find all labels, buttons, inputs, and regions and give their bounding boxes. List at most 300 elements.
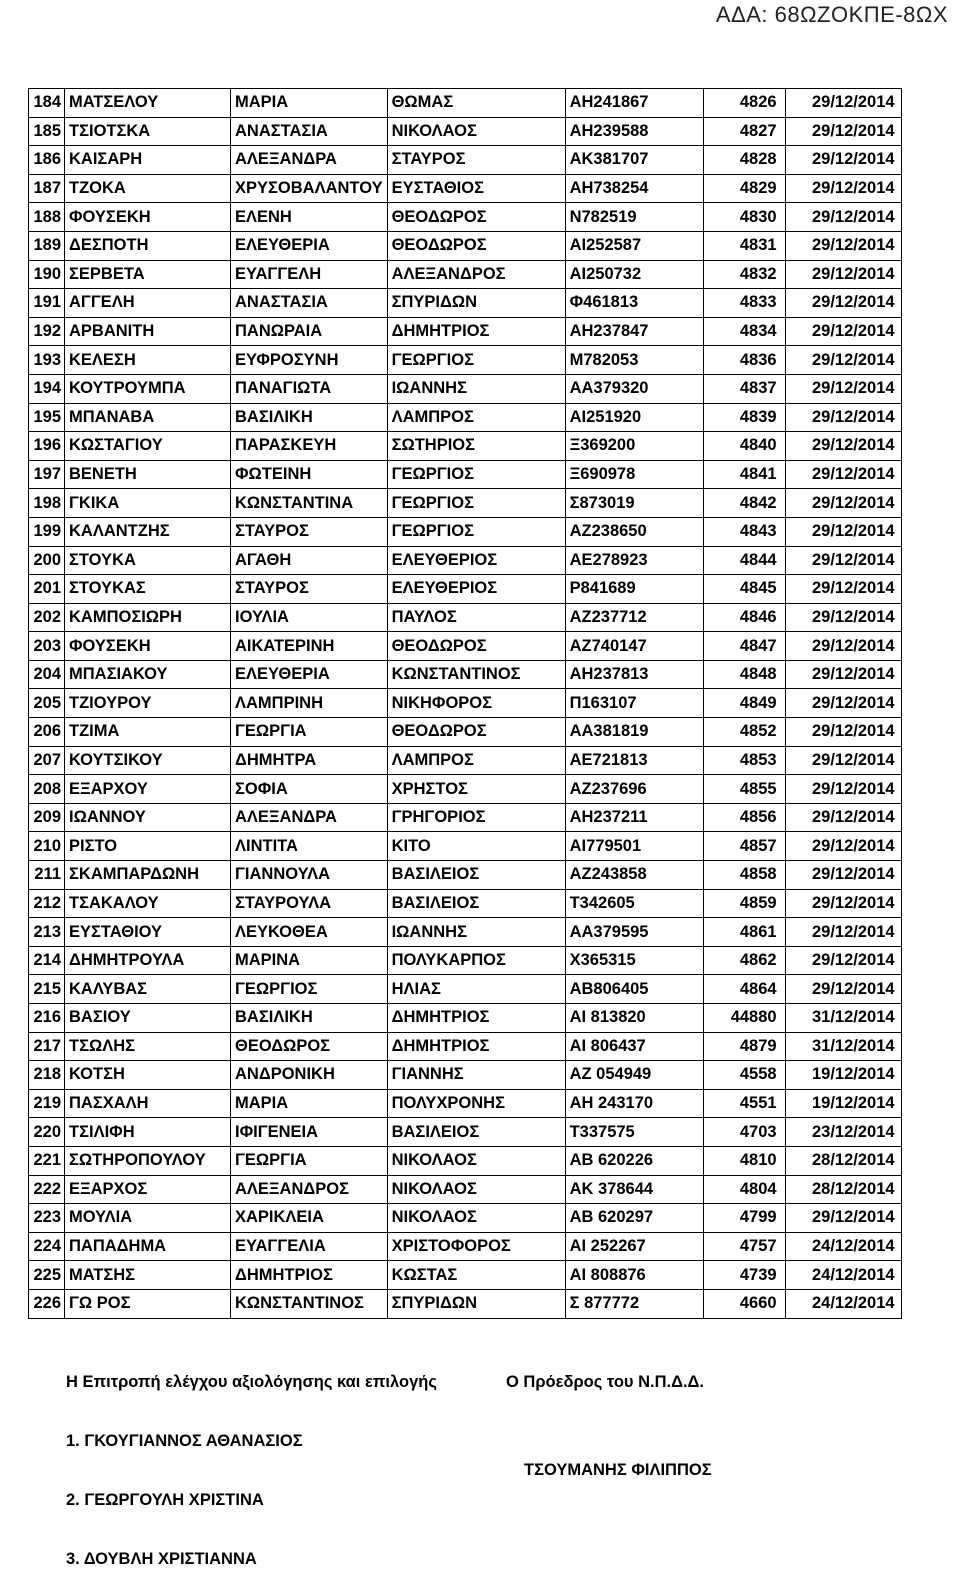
date-cell: 29/12/2014: [785, 660, 901, 689]
surname-cell: ΔΗΜΗΤΡΟΥΛΑ: [65, 946, 231, 975]
date-cell: 29/12/2014: [785, 1204, 901, 1233]
id-number-cell: ΑΗ237211: [565, 803, 703, 832]
surname-cell: ΣΤΟΥΚΑΣ: [65, 575, 231, 604]
row-number: 210: [29, 832, 65, 861]
id-number-cell: Ν782519: [565, 203, 703, 232]
father-name-cell: ΝΙΚΟΛΑΟΣ: [387, 117, 565, 146]
row-number: 218: [29, 1061, 65, 1090]
table-row: [29, 260, 902, 289]
protocol-number-cell: 4861: [703, 918, 785, 947]
surname-cell: ΕΥΣΤΑΘΙΟΥ: [65, 918, 231, 947]
id-number-cell: ΑΙ779501: [565, 832, 703, 861]
surname-cell: ΓΩ ΡΟΣ: [65, 1289, 231, 1318]
date-cell: 29/12/2014: [785, 861, 901, 890]
surname-cell: ΜΑΤΣΗΣ: [65, 1261, 231, 1290]
table-row: [29, 1204, 902, 1233]
id-number-cell: ΑΗ239588: [565, 117, 703, 146]
surname-cell: ΚΑΛΑΝΤΖΗΣ: [65, 517, 231, 546]
row-number: 202: [29, 603, 65, 632]
table-row: [29, 1061, 902, 1090]
protocol-number-cell: 4849: [703, 689, 785, 718]
first-name-cell: ΑΓΑΘΗ: [231, 546, 388, 575]
surname-cell: ΚΑΜΠΟΣΙΩΡΗ: [65, 603, 231, 632]
table-row: [29, 432, 902, 461]
surname-cell: ΕΞΑΡΧΟΣ: [65, 1175, 231, 1204]
father-name-cell: ΓΙΑΝΝΗΣ: [387, 1061, 565, 1090]
father-name-cell: ΕΛΕΥΘΕΡΙΟΣ: [387, 575, 565, 604]
row-number: 200: [29, 546, 65, 575]
first-name-cell: ΑΝΑΣΤΑΣΙΑ: [231, 117, 388, 146]
table-row: [29, 918, 902, 947]
first-name-cell: ΓΕΩΡΓΙΟΣ: [231, 975, 388, 1004]
father-name-cell: ΙΩΑΝΝΗΣ: [387, 918, 565, 947]
first-name-cell: ΣΟΦΙΑ: [231, 775, 388, 804]
id-number-cell: ΑΙ250732: [565, 260, 703, 289]
protocol-number-cell: 4827: [703, 117, 785, 146]
protocol-number-cell: 4810: [703, 1146, 785, 1175]
committee-heading: Η Επιτροπή ελέγχου αξιολόγησης και επιλογής: [66, 1373, 437, 1391]
id-number-cell: Φ461813: [565, 289, 703, 318]
surname-cell: ΤΖΟΚΑ: [65, 174, 231, 203]
father-name-cell: ΑΛΕΞΑΝΔΡΟΣ: [387, 260, 565, 289]
date-cell: 24/12/2014: [785, 1232, 901, 1261]
surname-cell: ΕΞΑΡΧΟΥ: [65, 775, 231, 804]
father-name-cell: ΝΙΚΟΛΑΟΣ: [387, 1146, 565, 1175]
first-name-cell: ΣΤΑΥΡΟΥΛΑ: [231, 889, 388, 918]
protocol-number-cell: 4836: [703, 346, 785, 375]
protocol-number-cell: 4833: [703, 289, 785, 318]
protocol-number-cell: 4858: [703, 861, 785, 890]
father-name-cell: ΧΡΙΣΤΟΦΟΡΟΣ: [387, 1232, 565, 1261]
surname-cell: ΚΕΛΕΣΗ: [65, 346, 231, 375]
date-cell: 23/12/2014: [785, 1118, 901, 1147]
row-number: 197: [29, 460, 65, 489]
row-number: 201: [29, 575, 65, 604]
date-cell: 29/12/2014: [785, 89, 901, 118]
date-cell: 24/12/2014: [785, 1261, 901, 1290]
protocol-number-cell: 4829: [703, 174, 785, 203]
date-cell: 29/12/2014: [785, 203, 901, 232]
father-name-cell: ΒΑΣΙΛΕΙΟΣ: [387, 861, 565, 890]
table-row: [29, 317, 902, 346]
date-cell: 29/12/2014: [785, 575, 901, 604]
father-name-cell: ΣΤΑΥΡΟΣ: [387, 146, 565, 175]
date-cell: 29/12/2014: [785, 689, 901, 718]
date-cell: 29/12/2014: [785, 117, 901, 146]
date-cell: 28/12/2014: [785, 1175, 901, 1204]
table-row: [29, 632, 902, 661]
row-number: 209: [29, 803, 65, 832]
date-cell: 29/12/2014: [785, 260, 901, 289]
first-name-cell: ΠΑΡΑΣΚΕΥΗ: [231, 432, 388, 461]
table-row: [29, 1089, 902, 1118]
surname-cell: ΡΙΣΤΟ: [65, 832, 231, 861]
row-number: 193: [29, 346, 65, 375]
surname-cell: ΑΡΒΑΝΙΤΗ: [65, 317, 231, 346]
date-cell: 29/12/2014: [785, 918, 901, 947]
row-number: 223: [29, 1204, 65, 1233]
protocol-number-cell: 4864: [703, 975, 785, 1004]
table-row: [29, 775, 902, 804]
id-number-cell: ΑΗ241867: [565, 89, 703, 118]
id-number-cell: ΑΖ237696: [565, 775, 703, 804]
first-name-cell: ΜΑΡΙΝΑ: [231, 946, 388, 975]
date-cell: 29/12/2014: [785, 289, 901, 318]
first-name-cell: ΕΛΕΥΘΕΡΙΑ: [231, 231, 388, 260]
table-row: [29, 1004, 902, 1033]
table-row: [29, 1118, 902, 1147]
first-name-cell: ΕΥΑΓΓΕΛΗ: [231, 260, 388, 289]
protocol-number-cell: 4558: [703, 1061, 785, 1090]
row-number: 208: [29, 775, 65, 804]
row-number: 219: [29, 1089, 65, 1118]
president-name: ΤΣΟΥΜΑΝΗΣ ΦΙΛΙΠΠΟΣ: [524, 1461, 712, 1479]
surname-cell: ΓΚΙΚΑ: [65, 489, 231, 518]
row-number: 220: [29, 1118, 65, 1147]
date-cell: 29/12/2014: [785, 346, 901, 375]
father-name-cell: ΝΙΚΟΛΑΟΣ: [387, 1204, 565, 1233]
committee-member-2: 2. ΓΕΩΡΓΟΥΛΗ ΧΡΙΣΤΙΝΑ: [66, 1491, 264, 1509]
date-cell: 29/12/2014: [785, 632, 901, 661]
id-number-cell: Ξ369200: [565, 432, 703, 461]
surname-cell: ΜΑΤΣΕΛΟΥ: [65, 89, 231, 118]
father-name-cell: ΕΛΕΥΘΕΡΙΟΣ: [387, 546, 565, 575]
table-row: [29, 1032, 902, 1061]
id-number-cell: ΑΙ 813820: [565, 1004, 703, 1033]
father-name-cell: ΘΕΟΔΩΡΟΣ: [387, 203, 565, 232]
id-number-cell: ΑΖ740147: [565, 632, 703, 661]
protocol-number-cell: 4846: [703, 603, 785, 632]
date-cell: 29/12/2014: [785, 374, 901, 403]
surname-cell: ΣΕΡΒΕΤΑ: [65, 260, 231, 289]
table-row: [29, 889, 902, 918]
row-number: 188: [29, 203, 65, 232]
first-name-cell: ΓΕΩΡΓΙΑ: [231, 718, 388, 747]
row-number: 185: [29, 117, 65, 146]
protocol-number-cell: 4703: [703, 1118, 785, 1147]
first-name-cell: ΛΙΝΤΙΤΑ: [231, 832, 388, 861]
table-row: [29, 346, 902, 375]
protocol-number-cell: 4839: [703, 403, 785, 432]
first-name-cell: ΧΑΡΙΚΛΕΙΑ: [231, 1204, 388, 1233]
row-number: 222: [29, 1175, 65, 1204]
first-name-cell: ΙΦΙΓΕΝΕΙΑ: [231, 1118, 388, 1147]
table-row: [29, 546, 902, 575]
row-number: 221: [29, 1146, 65, 1175]
ada-code: ΑΔΑ: 68ΩΖΟΚΠΕ-8ΩΧ: [715, 2, 948, 27]
father-name-cell: ΝΙΚΟΛΑΟΣ: [387, 1175, 565, 1204]
surname-cell: ΤΣΙΟΤΣΚΑ: [65, 117, 231, 146]
table-row: [29, 689, 902, 718]
date-cell: 29/12/2014: [785, 889, 901, 918]
id-number-cell: ΑΑ379320: [565, 374, 703, 403]
surname-cell: ΚΟΤΣΗ: [65, 1061, 231, 1090]
first-name-cell: ΜΑΡΙΑ: [231, 89, 388, 118]
surname-cell: ΤΣΩΛΗΣ: [65, 1032, 231, 1061]
protocol-number-cell: 4832: [703, 260, 785, 289]
table-row: [29, 146, 902, 175]
father-name-cell: ΓΕΩΡΓΙΟΣ: [387, 346, 565, 375]
row-number: 191: [29, 289, 65, 318]
id-number-cell: ΑΒ 620226: [565, 1146, 703, 1175]
table-row: [29, 289, 902, 318]
row-number: 190: [29, 260, 65, 289]
surname-cell: ΜΟΥΛΙΑ: [65, 1204, 231, 1233]
surname-cell: ΒΕΝΕΤΗ: [65, 460, 231, 489]
first-name-cell: ΠΑΝΩΡΑΙΑ: [231, 317, 388, 346]
table-row: [29, 117, 902, 146]
first-name-cell: ΒΑΣΙΛΙΚΗ: [231, 1004, 388, 1033]
protocol-number-cell: 4857: [703, 832, 785, 861]
father-name-cell: ΚΩΣΤΑΣ: [387, 1261, 565, 1290]
first-name-cell: ΓΙΑΝΝΟΥΛΑ: [231, 861, 388, 890]
protocol-number-cell: 4844: [703, 546, 785, 575]
table-row: [29, 403, 902, 432]
table-row: [29, 460, 902, 489]
protocol-number-cell: 4859: [703, 889, 785, 918]
date-cell: 29/12/2014: [785, 832, 901, 861]
father-name-cell: ΘΕΟΔΩΡΟΣ: [387, 718, 565, 747]
date-cell: 29/12/2014: [785, 174, 901, 203]
date-cell: 19/12/2014: [785, 1061, 901, 1090]
date-cell: 19/12/2014: [785, 1089, 901, 1118]
protocol-number-cell: 4834: [703, 317, 785, 346]
date-cell: 29/12/2014: [785, 489, 901, 518]
table-row: [29, 975, 902, 1004]
first-name-cell: ΕΥΑΓΓΕΛΙΑ: [231, 1232, 388, 1261]
father-name-cell: ΠΟΛΥΧΡΟΝΗΣ: [387, 1089, 565, 1118]
id-number-cell: ΑΑ379595: [565, 918, 703, 947]
id-number-cell: Μ782053: [565, 346, 703, 375]
table-row: [29, 1289, 902, 1318]
committee-member-3: 3. ΔΟΥΒΛΗ ΧΡΙΣΤΙΑΝΝΑ: [66, 1550, 257, 1568]
id-number-cell: Ξ690978: [565, 460, 703, 489]
father-name-cell: ΛΑΜΠΡΟΣ: [387, 403, 565, 432]
id-number-cell: ΑΑ381819: [565, 718, 703, 747]
first-name-cell: ΘΕΟΔΩΡΟΣ: [231, 1032, 388, 1061]
protocol-number-cell: 4855: [703, 775, 785, 804]
row-number: 204: [29, 660, 65, 689]
table-row: [29, 1175, 902, 1204]
protocol-number-cell: 4551: [703, 1089, 785, 1118]
row-number: 215: [29, 975, 65, 1004]
row-number: 206: [29, 718, 65, 747]
date-cell: 29/12/2014: [785, 231, 901, 260]
surname-cell: ΑΓΓΕΛΗ: [65, 289, 231, 318]
row-number: 189: [29, 231, 65, 260]
first-name-cell: ΑΙΚΑΤΕΡΙΝΗ: [231, 632, 388, 661]
table-row: [29, 803, 902, 832]
date-cell: 31/12/2014: [785, 1032, 901, 1061]
surname-cell: ΤΣΙΛΙΦΗ: [65, 1118, 231, 1147]
surname-cell: ΣΩΤΗΡΟΠΟΥΛΟΥ: [65, 1146, 231, 1175]
id-number-cell: Π163107: [565, 689, 703, 718]
surname-cell: ΚΑΛΥΒΑΣ: [65, 975, 231, 1004]
surname-cell: ΣΤΟΥΚΑ: [65, 546, 231, 575]
row-number: 196: [29, 432, 65, 461]
protocol-number-cell: 4826: [703, 89, 785, 118]
table-row: [29, 203, 902, 232]
protocol-number-cell: 4848: [703, 660, 785, 689]
row-number: 205: [29, 689, 65, 718]
first-name-cell: ΣΤΑΥΡΟΣ: [231, 575, 388, 604]
protocol-number-cell: 4830: [703, 203, 785, 232]
father-name-cell: ΓΕΩΡΓΙΟΣ: [387, 489, 565, 518]
protocol-number-cell: 4831: [703, 231, 785, 260]
date-cell: 28/12/2014: [785, 1146, 901, 1175]
row-number: 198: [29, 489, 65, 518]
father-name-cell: ΙΩΑΝΝΗΣ: [387, 374, 565, 403]
surname-cell: ΚΑΙΣΑΡΗ: [65, 146, 231, 175]
surname-cell: ΠΑΠΑΔΗΜΑ: [65, 1232, 231, 1261]
protocol-number-cell: 4660: [703, 1289, 785, 1318]
table-row: [29, 489, 902, 518]
protocol-number-cell: 4739: [703, 1261, 785, 1290]
father-name-cell: ΘΕΟΔΩΡΟΣ: [387, 632, 565, 661]
date-cell: 29/12/2014: [785, 546, 901, 575]
father-name-cell: ΣΠΥΡΙΔΩΝ: [387, 1289, 565, 1318]
date-cell: 24/12/2014: [785, 1289, 901, 1318]
first-name-cell: ΕΥΦΡΟΣΥΝΗ: [231, 346, 388, 375]
row-number: 212: [29, 889, 65, 918]
table-row: [29, 718, 902, 747]
first-name-cell: ΚΩΝΣΤΑΝΤΙΝΟΣ: [231, 1289, 388, 1318]
father-name-cell: ΒΑΣΙΛΕΙΟΣ: [387, 1118, 565, 1147]
president-heading: Ο Πρόεδρος του Ν.Π.Δ.Δ.: [506, 1373, 704, 1391]
table-row: [29, 517, 902, 546]
id-number-cell: Ρ841689: [565, 575, 703, 604]
date-cell: 29/12/2014: [785, 403, 901, 432]
protocol-number-cell: 4804: [703, 1175, 785, 1204]
protocol-number-cell: 4837: [703, 374, 785, 403]
row-number: 217: [29, 1032, 65, 1061]
father-name-cell: ΚΩΝΣΤΑΝΤΙΝΟΣ: [387, 660, 565, 689]
protocol-number-cell: 4843: [703, 517, 785, 546]
row-number: 194: [29, 374, 65, 403]
id-number-cell: ΑΙ252587: [565, 231, 703, 260]
row-number: 187: [29, 174, 65, 203]
id-number-cell: Χ365315: [565, 946, 703, 975]
father-name-cell: ΣΠΥΡΙΔΩΝ: [387, 289, 565, 318]
protocol-number-cell: 4856: [703, 803, 785, 832]
surname-cell: ΣΚΑΜΠΑΡΔΩΝΗ: [65, 861, 231, 890]
first-name-cell: ΔΗΜΗΤΡΙΟΣ: [231, 1261, 388, 1290]
father-name-cell: ΠΑΥΛΟΣ: [387, 603, 565, 632]
first-name-cell: ΓΕΩΡΓΙΑ: [231, 1146, 388, 1175]
date-cell: 31/12/2014: [785, 1004, 901, 1033]
row-number: 214: [29, 946, 65, 975]
id-number-cell: ΑΗ 243170: [565, 1089, 703, 1118]
id-number-cell: ΑΖ238650: [565, 517, 703, 546]
father-name-cell: ΔΗΜΗΤΡΙΟΣ: [387, 1032, 565, 1061]
surname-cell: ΔΕΣΠΟΤΗ: [65, 231, 231, 260]
father-name-cell: ΓΕΩΡΓΙΟΣ: [387, 460, 565, 489]
protocol-number-cell: 4879: [703, 1032, 785, 1061]
first-name-cell: ΑΛΕΞΑΝΔΡΟΣ: [231, 1175, 388, 1204]
surname-cell: ΦΟΥΣΕΚΗ: [65, 203, 231, 232]
table-row: [29, 374, 902, 403]
table-row: [29, 89, 902, 118]
surname-cell: ΙΩΑΝΝΟΥ: [65, 803, 231, 832]
protocol-number-cell: 4845: [703, 575, 785, 604]
committee-member-1: 1. ΓΚΟΥΓΙΑΝΝΟΣ ΑΘΑΝΑΣΙΟΣ: [66, 1432, 303, 1450]
protocol-number-cell: 4841: [703, 460, 785, 489]
surname-cell: ΚΟΥΤΣΙΚΟΥ: [65, 746, 231, 775]
father-name-cell: ΕΥΣΤΑΘΙΟΣ: [387, 174, 565, 203]
table-row: [29, 603, 902, 632]
father-name-cell: ΗΛΙΑΣ: [387, 975, 565, 1004]
row-number: 224: [29, 1232, 65, 1261]
protocol-number-cell: 4847: [703, 632, 785, 661]
protocol-number-cell: 4757: [703, 1232, 785, 1261]
table-row: [29, 946, 902, 975]
id-number-cell: ΑΚ 378644: [565, 1175, 703, 1204]
id-number-cell: ΑΖ 054949: [565, 1061, 703, 1090]
protocol-number-cell: 4799: [703, 1204, 785, 1233]
surname-cell: ΠΑΣΧΑΛΗ: [65, 1089, 231, 1118]
date-cell: 29/12/2014: [785, 517, 901, 546]
date-cell: 29/12/2014: [785, 460, 901, 489]
date-cell: 29/12/2014: [785, 775, 901, 804]
date-cell: 29/12/2014: [785, 975, 901, 1004]
table-row: [29, 861, 902, 890]
protocol-number-cell: 4842: [703, 489, 785, 518]
first-name-cell: ΛΕΥΚΟΘΕΑ: [231, 918, 388, 947]
father-name-cell: ΘΕΟΔΩΡΟΣ: [387, 231, 565, 260]
father-name-cell: ΓΕΩΡΓΙΟΣ: [387, 517, 565, 546]
row-number: 192: [29, 317, 65, 346]
father-name-cell: ΔΗΜΗΤΡΙΟΣ: [387, 317, 565, 346]
father-name-cell: ΚΙΤΟ: [387, 832, 565, 861]
father-name-cell: ΒΑΣΙΛΕΙΟΣ: [387, 889, 565, 918]
first-name-cell: ΔΗΜΗΤΡΑ: [231, 746, 388, 775]
table-body: [29, 89, 902, 1319]
surname-cell: ΦΟΥΣΕΚΗ: [65, 632, 231, 661]
protocol-number-cell: 4828: [703, 146, 785, 175]
row-number: 207: [29, 746, 65, 775]
row-number: 226: [29, 1289, 65, 1318]
surname-cell: ΜΠΑΣΙΑΚΟΥ: [65, 660, 231, 689]
table-row: [29, 1232, 902, 1261]
father-name-cell: ΝΙΚΗΦΟΡΟΣ: [387, 689, 565, 718]
row-number: 225: [29, 1261, 65, 1290]
id-number-cell: ΑΒ 620297: [565, 1204, 703, 1233]
first-name-cell: ΑΝΔΡΟΝΙΚΗ: [231, 1061, 388, 1090]
surname-cell: ΤΣΑΚΑΛΟΥ: [65, 889, 231, 918]
first-name-cell: ΕΛΕΝΗ: [231, 203, 388, 232]
surname-cell: ΤΖΙΟΥΡΟΥ: [65, 689, 231, 718]
first-name-cell: ΕΛΕΥΘΕΡΙΑ: [231, 660, 388, 689]
first-name-cell: ΚΩΝΣΤΑΝΤΙΝΑ: [231, 489, 388, 518]
surname-cell: ΚΩΣΤΑΓΙΟΥ: [65, 432, 231, 461]
first-name-cell: ΑΛΕΞΑΝΔΡΑ: [231, 803, 388, 832]
first-name-cell: ΦΩΤΕΙΝΗ: [231, 460, 388, 489]
first-name-cell: ΑΝΑΣΤΑΣΙΑ: [231, 289, 388, 318]
date-cell: 29/12/2014: [785, 432, 901, 461]
father-name-cell: ΛΑΜΠΡΟΣ: [387, 746, 565, 775]
protocol-number-cell: 4840: [703, 432, 785, 461]
id-number-cell: ΑΙ 252267: [565, 1232, 703, 1261]
date-cell: 29/12/2014: [785, 946, 901, 975]
id-number-cell: Τ342605: [565, 889, 703, 918]
row-number: 195: [29, 403, 65, 432]
id-number-cell: Σ 877772: [565, 1289, 703, 1318]
id-number-cell: Τ337575: [565, 1118, 703, 1147]
first-name-cell: ΒΑΣΙΛΙΚΗ: [231, 403, 388, 432]
father-name-cell: ΘΩΜΑΣ: [387, 89, 565, 118]
first-name-cell: ΠΑΝΑΓΙΩΤΑ: [231, 374, 388, 403]
row-number: 213: [29, 918, 65, 947]
